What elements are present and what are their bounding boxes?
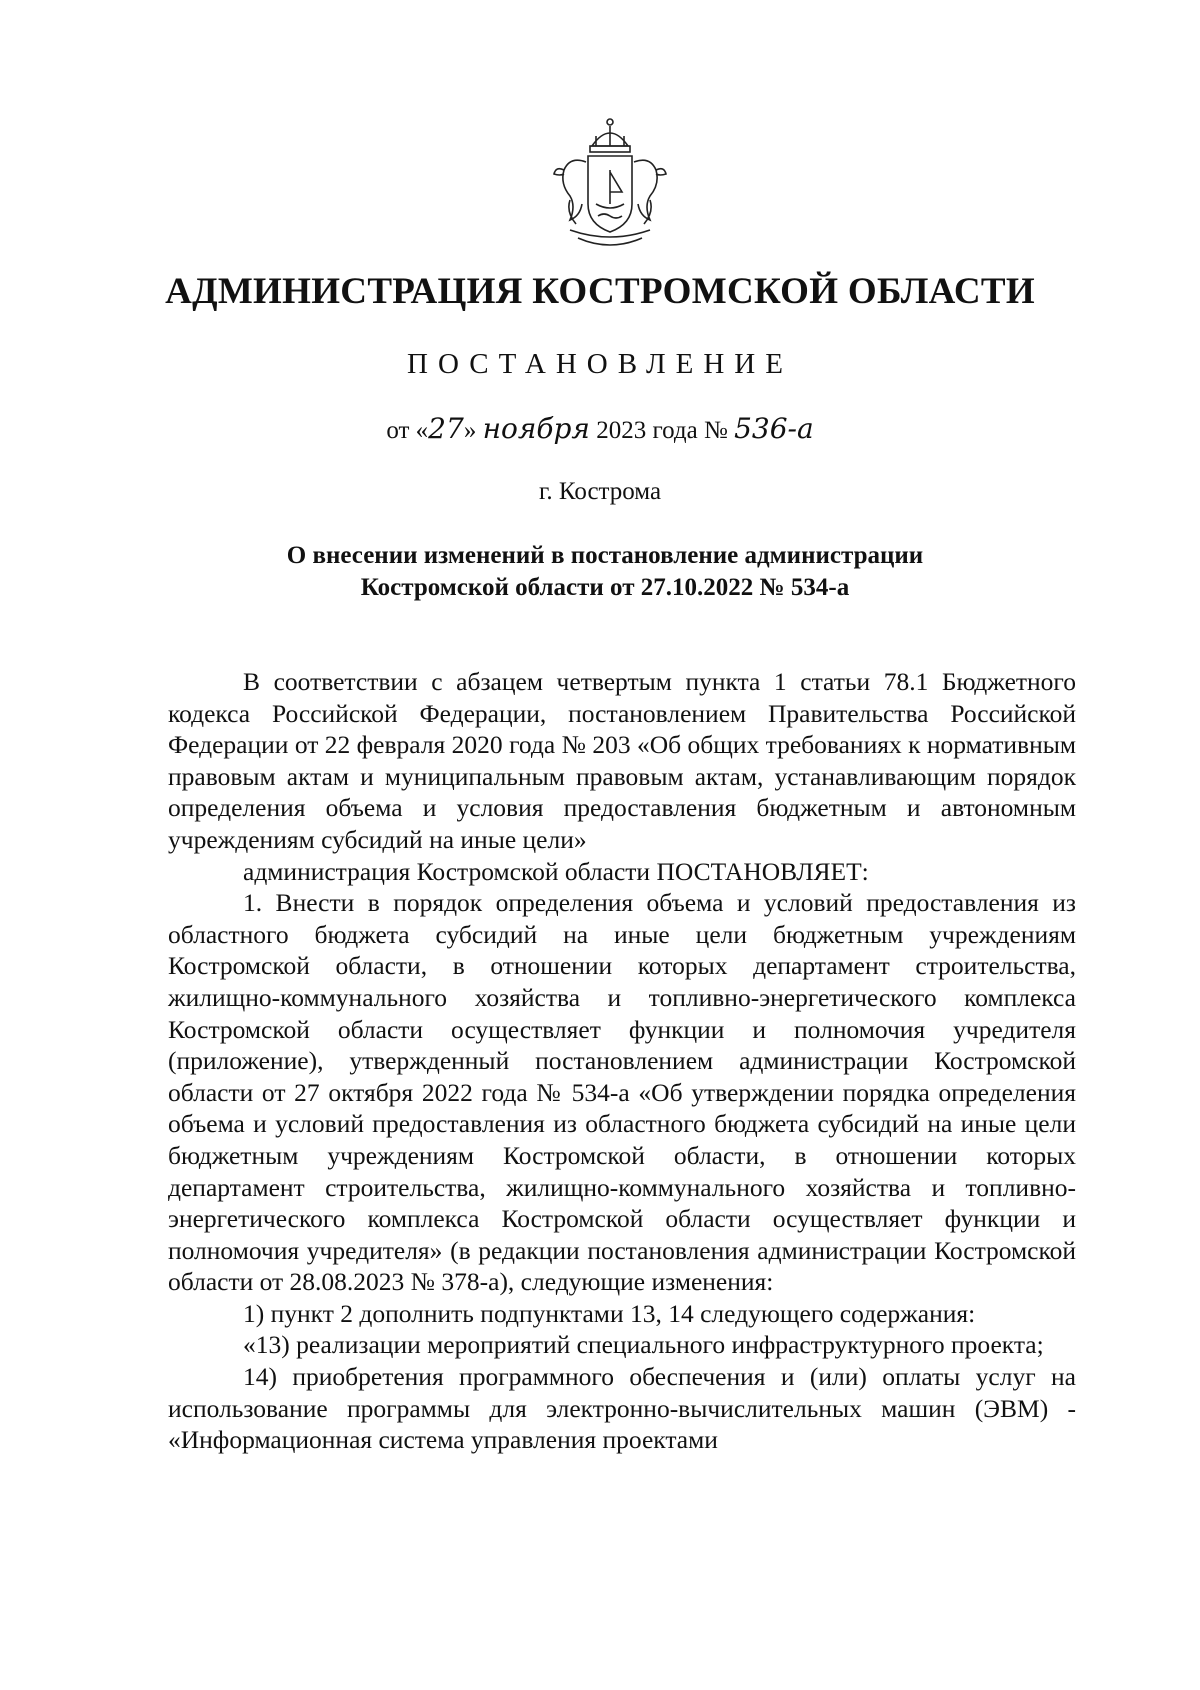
paragraph-resolves: администрация Костромской области ПОСТАНОВЛЯЕТ: <box>243 856 869 886</box>
city: г. Кострома <box>538 478 662 505</box>
document-heading <box>170 540 1040 604</box>
paragraph-item-1: 1. Внести в порядок определения объема и условий предоставления из областного бюджета субсидий на иные цели бюджетным учреждениям Костромской области, в отношении которых департамент строительства, жилищно-коммунального хозяйства и топливно-энергетического комплекса Костромской области осуществляет функции и полномочия учредителя (приложение), утвержденный постановлением администрации Костромской области от 27 октября 2022 года № 534-а «Об утверждении порядка определения объема и условий предоставления из областного бюджета субсидий на иные цели бюджетным учреждениям Костромской области, в отношении которых департамент строительства, жилищно-коммунального хозяйства и топливно-энергетического комплекса Костромской области осуществляет функции и полномочия учредителя» (в редакции постановления администрации Костромской области от 28.08.2023 № 378-а), следующие изменения: <box>168 888 1076 1297</box>
date-day-handwritten: 27 <box>428 412 464 445</box>
document-dateline <box>0 412 1200 445</box>
date-quote-close: » <box>463 417 483 444</box>
date-year: 2023 года № <box>589 417 735 444</box>
heading-line-1: О внесении изменений в постановление администрации <box>286 542 924 569</box>
date-month-handwritten: ноября <box>482 412 590 445</box>
date-prefix: от « <box>386 417 429 444</box>
organization-title: АДМИНИСТРАЦИЯ КОСТРОМСКОЙ ОБЛАСТИ <box>165 271 1035 312</box>
coat-of-arms-icon <box>540 112 680 262</box>
paragraph-preamble: В соответствии с абзацем четвертым пункта 1 статьи 78.1 Бюджетного кодекса Российской Федерации, постановлением Правительства Российской Федерации от 22 февраля 2020 года № 203 «Об общих требованиях к нормативным правовым актам и муниципальным правовым актам, устанавливающим порядок определения объема и условия предоставления бюджетным и автономным учреждениям субсидий на иные цели» <box>168 667 1076 854</box>
document-body <box>168 666 1076 1456</box>
paragraph-subitem-14: 14) приобретения программного обеспечения и (или) оплаты услуг на использование программы для электронно-вычислительных машин (ЭВМ) - «Информационная система управления проектами <box>168 1362 1076 1455</box>
heading-line-2: Костромской области от 27.10.2022 № 534-а <box>360 574 850 601</box>
document-number-handwritten: 536-а <box>734 412 814 445</box>
document-type: ПОСТАНОВЛЕНИЕ <box>407 348 793 380</box>
paragraph-subitem-1: 1) пункт 2 дополнить подпунктами 13, 14 следующего содержания: <box>243 1298 976 1328</box>
paragraph-subitem-13: «13) реализации мероприятий специального инфраструктурного проекта; <box>243 1330 1044 1360</box>
